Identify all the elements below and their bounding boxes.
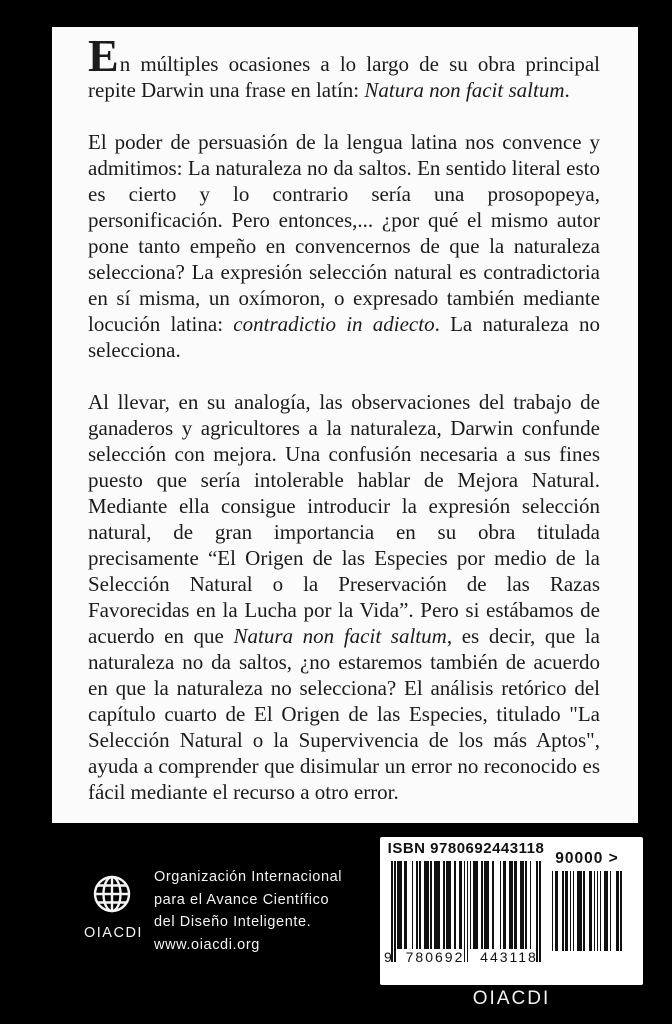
synopsis-panel (52, 27, 638, 823)
paragraph-text (88, 52, 600, 102)
barcode-supplement-label: 90000 > (555, 850, 619, 867)
publisher-website: www.oiacdi.org (154, 936, 260, 953)
latin-phrase: Natura non facit saltum (364, 78, 565, 102)
latin-phrase: contradictio in adiecto (233, 312, 435, 336)
barcode-bar (539, 861, 541, 962)
text-segment: Al llevar, en su analogía, las observaciones del trabajo de ganaderos y agricultores a la naturaleza, Darwin confunde selección con mejora. Una confusión necesaria a sus fines puesto que sería intolerable hablar de Mejora Natural. Mediante ella consigue introducir la expresión selección natural, de gran importancia en su obra titulada precisamente “El Origen de las Especies por medio de la Selección Natural o la Preservación de las Razas Favorecidas en la Lucha por la Vida”. Pero si estábamos de acuerdo en que (88, 390, 600, 648)
text-segment: , es decir, que la naturaleza no da saltos, ¿no estaremos también de acuerdo en que la naturaleza no selecciona? El análisis retórico del capítulo cuarto de El Origen de las Especies, titulado "La Selección Natural o la Supervivencia de los más Aptos", ayuda a comprender que disimular un error no reconocido es fácil mediante el recurso a otro error. (88, 624, 600, 804)
publisher-logo (84, 864, 143, 941)
publisher-logo-label: OIACDI (84, 925, 143, 941)
text-segment: . La naturaleza no selecciona. (88, 312, 601, 362)
latin-phrase: Natura non facit saltum (233, 624, 447, 648)
barcode-digits (384, 949, 546, 965)
globe-icon (90, 872, 134, 916)
paragraph (88, 389, 600, 805)
publisher-text (154, 864, 342, 956)
text-segment: n múltiples ocasiones a lo largo de su obra principal repite Darwin una frase en latín: (88, 52, 600, 102)
paragraph (88, 129, 600, 363)
dropcap-letter: E (88, 30, 120, 81)
text-segment: . (564, 78, 570, 102)
paragraph (88, 30, 600, 103)
ean13-barcode (391, 861, 541, 949)
barcode-digit-first: 9 (384, 949, 392, 965)
paragraph-text (88, 130, 600, 362)
barcode-box (380, 837, 643, 985)
publisher-line: Organización Internacional (154, 869, 343, 885)
publisher-block (84, 864, 342, 956)
barcode-digit-group: 443118 (480, 949, 538, 965)
barcode-bar (620, 871, 621, 951)
publisher-line: del Diseño Inteligente. (154, 914, 312, 930)
publisher-line: para el Avance Científico (154, 891, 330, 908)
text-segment: El poder de persuasión de la lengua latina nos convence y admitimos: La naturaleza no da saltos. En sentido literal esto es cierto y lo contrario sería una prosopopeya, personificación. Pero entonces,... ¿por qué el mismo autor pone tanto empeño en convencernos de que la naturaleza selecciona? La expresión selección natural es contradictoria en sí misma, un oxímoron, o expresado también mediante locución latina: (88, 130, 600, 336)
barcode-digit-group: 780692 (405, 949, 465, 965)
ean5-supplement-barcode (552, 871, 622, 951)
paragraph-text (88, 390, 600, 804)
isbn-number: ISBN 9780692443118 (387, 840, 545, 857)
barcode-caption: OIACDI (472, 988, 551, 1009)
